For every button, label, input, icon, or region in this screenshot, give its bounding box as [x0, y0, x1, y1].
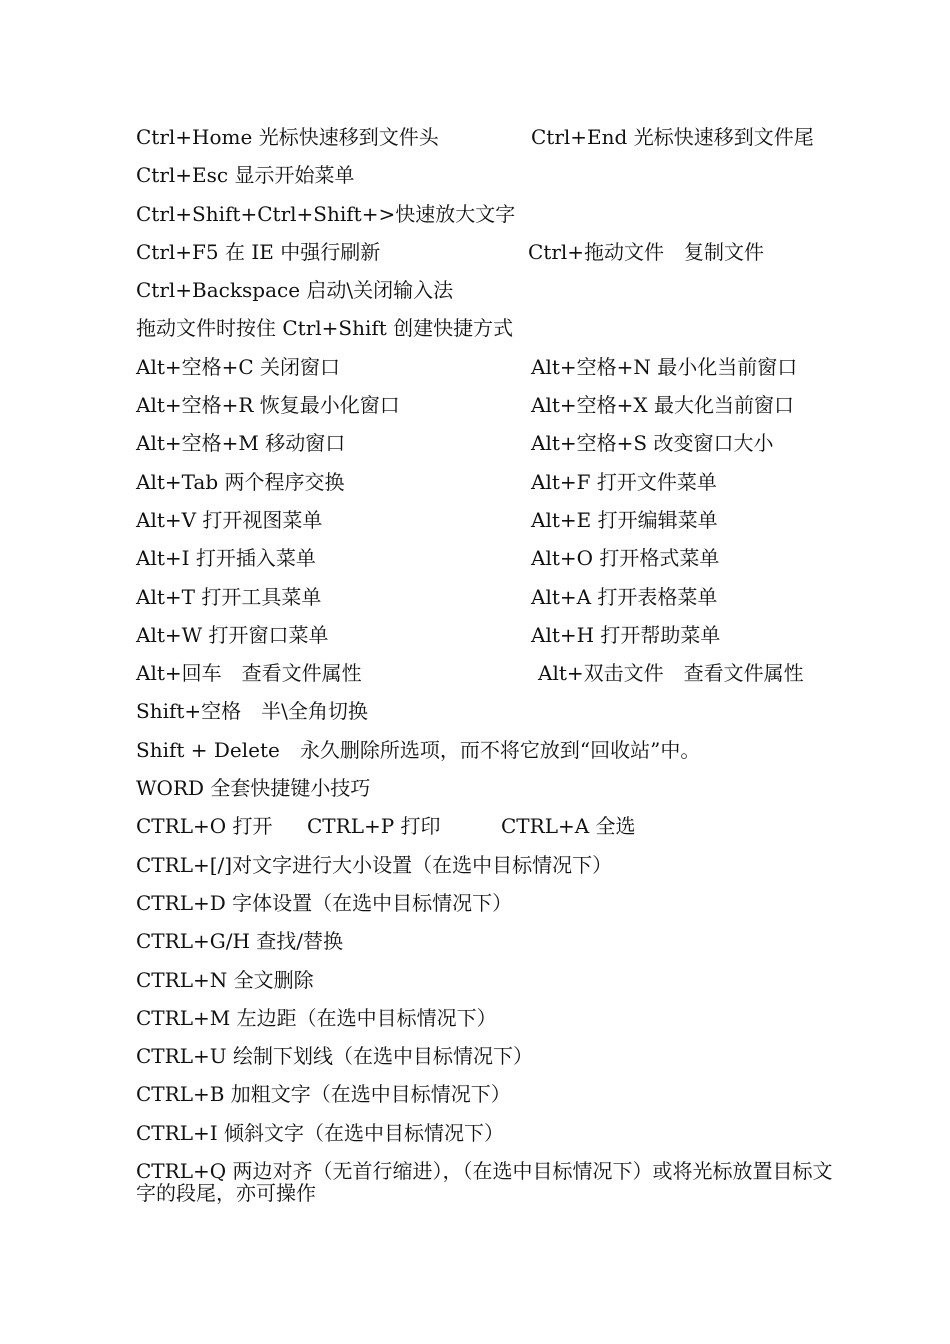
section-title	[136, 772, 836, 810]
shortcut-left: Shift+空格 半\全角切换	[136, 699, 368, 724]
shortcut-line	[136, 159, 836, 197]
shortcut-line	[136, 964, 836, 1002]
shortcut-line	[136, 1040, 836, 1078]
shortcut-line	[136, 1002, 836, 1040]
word-shortcut: CTRL+U 绘制下划线（在选中目标情况下）	[136, 1044, 533, 1069]
shortcut-line	[136, 198, 836, 236]
shortcut-left: Ctrl+Esc 显示开始菜单	[136, 163, 355, 188]
shortcut-left: Shift + Delete 永久删除所选项，而不将它放到“回收站”中。	[136, 737, 701, 762]
shortcut-line	[136, 466, 836, 504]
shortcut-line	[136, 1078, 836, 1116]
shortcut-left: Ctrl+Shift+Ctrl+Shift+>快速放大文字	[136, 201, 516, 226]
shortcut-line	[136, 351, 836, 389]
shortcut-line	[136, 389, 836, 427]
shortcut-left: 拖动文件时按住 Ctrl+Shift 创建快捷方式	[136, 316, 514, 341]
shortcut-left: Alt+空格+M 移动窗口	[136, 431, 346, 456]
shortcut-left: Alt+空格+R 恢复最小化窗口	[136, 393, 400, 418]
shortcut-right: Alt+双击文件 查看文件属性	[538, 661, 804, 686]
word-shortcut: CTRL+B 加粗文字（在选中目标情况下）	[136, 1082, 511, 1107]
shortcut-line	[136, 504, 836, 542]
word-shortcut: CTRL+[/]对文字进行大小设置（在选中目标情况下）	[136, 852, 613, 877]
word-shortcut: CTRL+D 字体设置（在选中目标情况下）	[136, 890, 513, 915]
shortcut-line	[136, 581, 836, 619]
shortcut-left: Ctrl+F5 在 IE 中强行刷新	[136, 239, 381, 264]
shortcut-left: Alt+T 打开工具菜单	[136, 584, 322, 609]
shortcut-right: Alt+空格+N 最小化当前窗口	[531, 354, 798, 379]
shortcut-right: Ctrl+拖动文件 复制文件	[528, 239, 765, 264]
shortcut-line	[136, 619, 836, 657]
shortcut-line	[136, 236, 836, 274]
shortcut-list	[136, 121, 836, 1204]
word-shortcut: CTRL+G/H 查找/替换	[136, 929, 343, 954]
shortcut-line	[136, 312, 836, 350]
shortcut-line	[136, 274, 836, 312]
shortcut-line	[136, 810, 836, 848]
shortcut-right: Alt+空格+S 改变窗口大小	[531, 431, 774, 456]
shortcut-left: Alt+V 打开视图菜单	[136, 507, 323, 532]
shortcut-line	[136, 121, 836, 159]
shortcut-line	[136, 1117, 836, 1155]
word-shortcut-select-all: CTRL+A 全选	[501, 814, 636, 839]
shortcut-left: Alt+I 打开插入菜单	[136, 546, 316, 571]
shortcut-left: Ctrl+Backspace 启动\关闭输入法	[136, 278, 454, 303]
shortcut-line	[136, 887, 836, 925]
shortcut-left: Alt+W 打开窗口菜单	[136, 622, 329, 647]
shortcut-right: Alt+H 打开帮助菜单	[531, 622, 721, 647]
word-shortcut: CTRL+M 左边距（在选中目标情况下）	[136, 1005, 497, 1030]
word-shortcut-open: CTRL+O 打开	[136, 814, 273, 839]
shortcut-left: Ctrl+Home 光标快速移到文件头	[136, 125, 439, 149]
shortcut-line	[136, 925, 836, 963]
word-shortcut: CTRL+N 全文删除	[136, 967, 314, 992]
shortcut-left: Alt+Tab 两个程序交换	[136, 469, 345, 494]
shortcut-left: Alt+空格+C 关闭窗口	[136, 354, 341, 379]
shortcut-right: Alt+F 打开文件菜单	[531, 469, 717, 494]
shortcut-right: Alt+空格+X 最大化当前窗口	[531, 393, 794, 418]
shortcut-right: Alt+A 打开表格菜单	[531, 584, 718, 609]
shortcut-left: Alt+回车 查看文件属性	[136, 661, 362, 686]
word-section-heading: WORD 全套快捷键小技巧	[136, 776, 371, 801]
shortcut-right: Ctrl+End 光标快速移到文件尾	[531, 125, 814, 149]
word-shortcut-paragraph: CTRL+Q 两边对齐（无首行缩进），（在选中目标情况下）或将光标放置目标文字的段尾，亦可操作	[136, 1159, 833, 1206]
word-shortcut: CTRL+I 倾斜文字（在选中目标情况下）	[136, 1120, 504, 1145]
shortcut-right: Alt+E 打开编辑菜单	[531, 507, 718, 532]
shortcut-right: Alt+O 打开格式菜单	[531, 546, 720, 571]
shortcut-line	[136, 657, 836, 695]
shortcut-line	[136, 542, 836, 580]
shortcut-line	[136, 695, 836, 733]
word-shortcut-print: CTRL+P 打印	[307, 814, 441, 839]
shortcut-line	[136, 849, 836, 887]
shortcut-line	[136, 427, 836, 465]
shortcut-line	[136, 734, 836, 772]
